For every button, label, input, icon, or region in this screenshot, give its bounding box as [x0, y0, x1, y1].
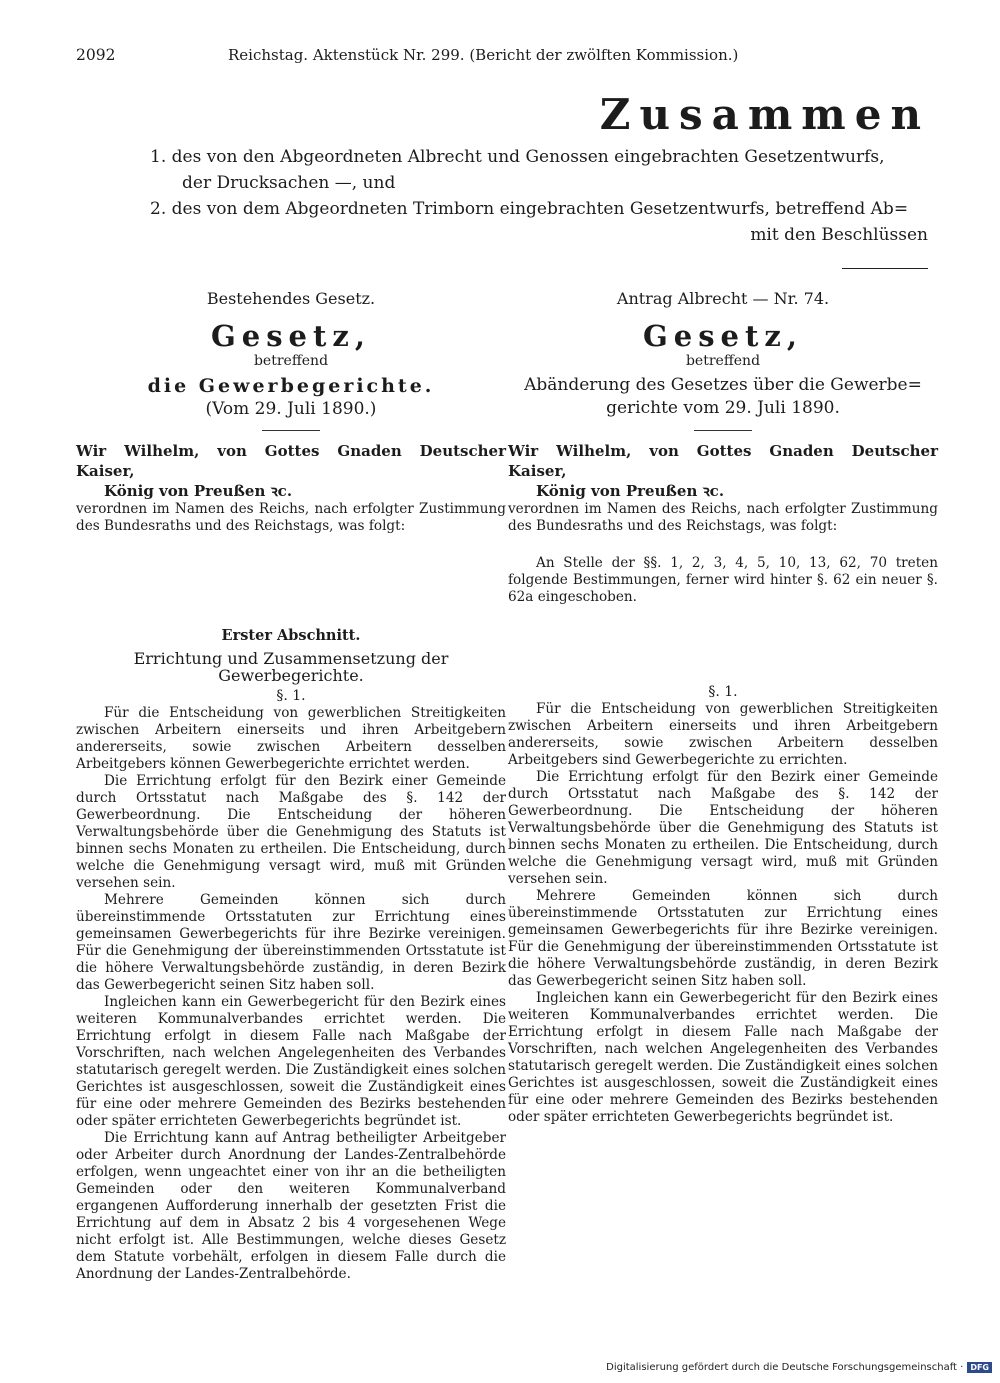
left-p4: Ingleichen kann ein Gewerbegericht für den Bezirk eines weiteren Kommunalverbandes errichtet werden. Die Errichtung erfolgt in diesem Falle nach Maßgabe der Vorschriften, nach welchen Angelegenheiten des Verbandes statutarisch geregelt werden. Die Zuständigkeit eines solchen Gerichtes ist ausgeschlossen, soweit die Zuständigkeit eines für eine oder mehrere Gemeinden des Bezirks bestehenden oder später errichteten Gewerbegerichts begründet ist.	[76, 994, 506, 1129]
left-p3: Mehrere Gemeinden können sich durch übereinstimmende Ortsstatuten zur Errichtung eines gemeinsamen Gewerbegerichts für ihre Bezirke vereinigen. Für die Genehmigung der übereinstimmenden Ortsstatute ist die höhere Verwaltungsbehörde zuständig, in deren Bezirk das Gewerbegericht seinen Sitz haben soll.	[76, 892, 506, 993]
left-paragraph-number: §. 1.	[276, 688, 306, 704]
right-wir-line-2: König von Preußen ꝛc.	[536, 482, 725, 500]
left-column	[76, 290, 506, 1283]
left-p2: Die Errichtung erfolgt für den Bezirk einer Gemeinde durch Ortsstatut nach Maßgabe des §. 142 der Gewerbeordnung. Die Entscheidung der höheren Verwaltungsbehörde über die Genehmigung des Statuts ist binnen sechs Monaten zu ertheilen. Die Entscheidung, durch welche die Genehmigung versagt wird, muß mit Gründen versehen sein.	[76, 773, 506, 891]
intro-line-1: 1. des von den Abgeordneten Albrecht und Genossen eingebrachten Gesetzentwurfs,	[150, 147, 885, 167]
running-title: Reichstag. Aktenstück Nr. 299. (Bericht der zwölften Kommission.)	[228, 46, 739, 64]
right-an-stelle: An Stelle der §§. 1, 2, 3, 4, 5, 10, 13, 62, 70 treten folgende Bestimmungen, ferner wird hinter §. 62 ein neuer §. 62a eingeschoben.	[508, 555, 938, 605]
right-p1: Für die Entscheidung von gewerblichen Streitigkeiten zwischen Arbeitern einerseits und ihren Arbeitgebern andererseits, sowie zwischen Arbeitern desselben Arbeitgebers sind Gewerbegerichte zu errichten.	[508, 701, 938, 768]
right-wir-block	[508, 441, 938, 501]
left-short-rule	[262, 430, 320, 431]
footer-credit: Digitalisierung gefördert durch die Deutsche Forschungsgemeinschaft ·	[606, 1362, 964, 1373]
left-gesetz-title: Gesetz,	[211, 319, 371, 353]
right-wir-line-1: Wir Wilhelm, von Gottes Gnaden Deutscher Kaiser,	[508, 442, 938, 480]
intro-line-3: mit den Beschlüssen	[750, 225, 928, 245]
left-p1: Für die Entscheidung von gewerblichen Streitigkeiten zwischen Arbeitern einerseits und ihren Arbeitgebern andererseits, sowie zwischen Arbeitern desselben Arbeitgebers können Gewerbegerichte errichtet werden.	[76, 705, 506, 772]
left-p5: Die Errichtung kann auf Antrag betheiligter Arbeitgeber oder Arbeiter durch Anordnung der Landes-Zentralbehörde erfolgen, wenn ungeachtet einer von ihr an die betheiligten Gemeinden oder den weiteren Kommunalverband ergangenen Aufforderung innerhalb der gesetzten Frist die Errichtung auf dem in Absatz 2 bis 4 vorgesehenen Wege nicht erfolgt ist. Alle Bestimmungen, welche dieses Gesetz dem Statute vorbehält, erfolgen in diesem Falle durch die Anordnung der Landes-Zentralbehörde.	[76, 1130, 506, 1282]
intro-block	[150, 144, 928, 248]
intro-rule	[842, 268, 928, 269]
right-subtitle-line-2: gerichte vom 29. Juli 1890.	[606, 398, 840, 418]
page-number: 2092	[76, 46, 116, 64]
right-short-rule	[694, 430, 752, 431]
section-title: Zusammen	[599, 90, 930, 139]
left-wir-line-1: Wir Wilhelm, von Gottes Gnaden Deutscher Kaiser,	[76, 442, 506, 480]
left-date: (Vom 29. Juli 1890.)	[205, 399, 377, 419]
dfg-logo-icon: DFG	[967, 1362, 992, 1373]
footer	[606, 1362, 992, 1373]
left-betreffend: betreffend	[253, 353, 329, 369]
right-p2: Die Errichtung erfolgt für den Bezirk einer Gemeinde durch Ortsstatut nach Maßgabe des §. 142 der Gewerbeordnung. Die Entscheidung der höheren Verwaltungsbehörde über die Genehmigung des Statuts ist binnen sechs Monaten zu ertheilen. Die Entscheidung, durch welche die Genehmigung versagt wird, muß mit Gründen versehen sein.	[508, 769, 938, 887]
left-verordnen: verordnen im Namen des Reichs, nach erfolgter Zustimmung des Bundesraths und des Reichstags, was folgt:	[76, 501, 506, 534]
intro-line-1b: der Drucksachen —, und	[182, 173, 396, 193]
left-abschnitt-title: Errichtung und Zusammensetzung der Gewerbegerichte.	[133, 649, 449, 685]
right-paragraph-number: §. 1.	[708, 684, 738, 700]
left-wir-line-2: König von Preußen ꝛc.	[104, 482, 293, 500]
right-heading: Antrag Albrecht — Nr. 74.	[616, 289, 830, 308]
right-column	[508, 290, 938, 1126]
right-gesetz-title: Gesetz,	[643, 319, 803, 353]
left-wir-block	[76, 441, 506, 501]
right-betreffend: betreffend	[685, 353, 761, 369]
right-subtitle-line-1: Abänderung des Gesetzes über die Gewerbe=	[524, 375, 922, 395]
left-heading: Bestehendes Gesetz.	[206, 289, 376, 308]
right-p4: Ingleichen kann ein Gewerbegericht für den Bezirk eines weiteren Kommunalverbandes errichtet werden. Die Errichtung erfolgt in diesem Falle nach Maßgabe der Vorschriften, nach welchen Angelegenheiten des Verbandes statutarisch geregelt werden. Die Zuständigkeit eines solchen Gerichtes ist ausgeschlossen, soweit die Zuständigkeit eines für eine oder mehrere Gemeinden des Bezirks bestehenden oder später errichteten Gewerbegerichts begründet ist.	[508, 990, 938, 1125]
intro-line-2: 2. des von dem Abgeordneten Trimborn eingebrachten Gesetzentwurfs, betreffend Ab=	[150, 199, 909, 219]
right-verordnen: verordnen im Namen des Reichs, nach erfolgter Zustimmung des Bundesraths und des Reichstags, was folgt:	[508, 501, 938, 534]
right-p3: Mehrere Gemeinden können sich durch übereinstimmende Ortsstatuten zur Errichtung eines gemeinsamen Gewerbegerichts für ihre Bezirke vereinigen. Für die Genehmigung der übereinstimmenden Ortsstatute ist die höhere Verwaltungsbehörde zuständig, in deren Bezirk das Gewerbegericht seinen Sitz haben soll.	[508, 888, 938, 989]
left-subtitle: die Gewerbegerichte.	[147, 375, 435, 397]
left-abschnitt: Erster Abschnitt.	[221, 627, 361, 644]
